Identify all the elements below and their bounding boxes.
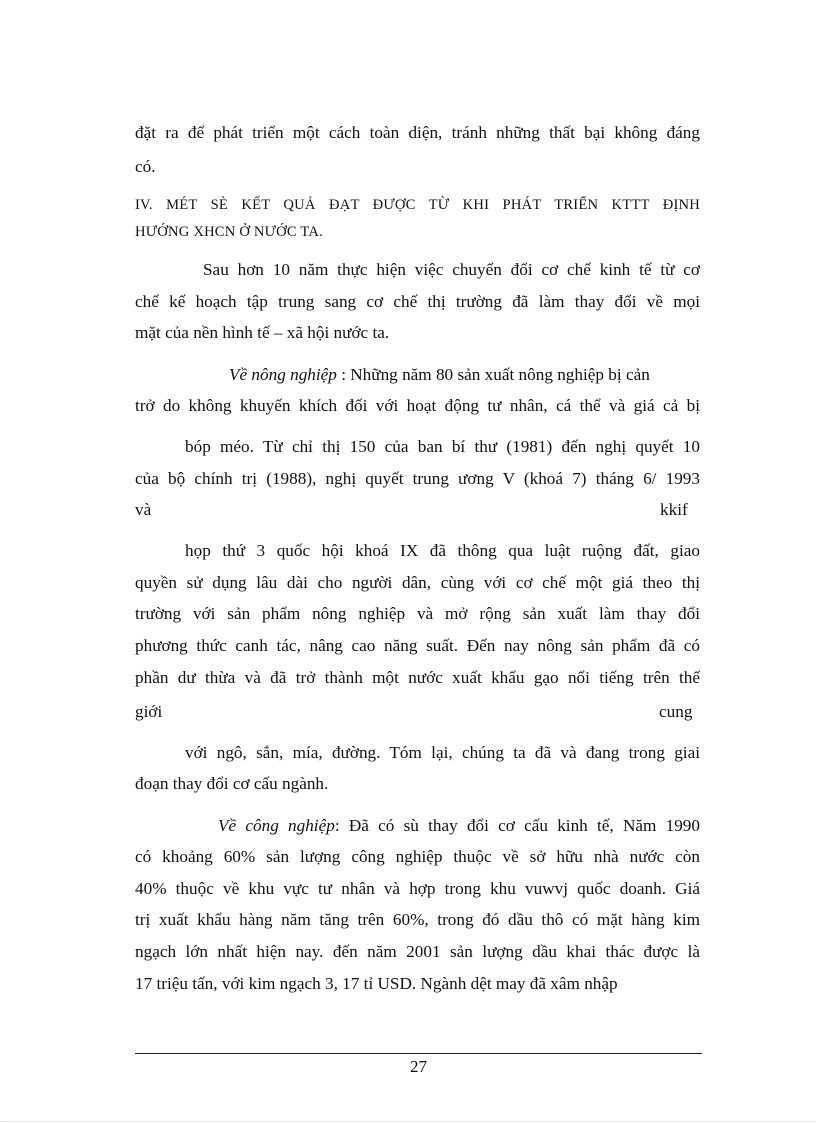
- body-line: đoạn thay đổi cơ cấu ngành.: [135, 774, 329, 793]
- body-line: với ngô, sắn, mía, đường. Tóm lại, chúng ta đã và đang trong giai: [185, 743, 700, 762]
- footer-divider: [135, 1053, 702, 1054]
- body-line: họp thứ 3 quốc hội khoá IX đã thông qua luật ruộng đất, giao: [185, 541, 700, 560]
- body-line: trở do không khuyến khích đối với hoạt động tư nhân, cá thể và giá cả bị: [135, 396, 700, 415]
- subheading-agriculture: Về nông nghiệp: [229, 365, 337, 384]
- body-line: chế kế hoạch tập trung sang cơ chế thị trường đã làm thay đổi về mọi: [135, 292, 700, 311]
- body-line: ngạch lớn nhất hiện nay. đến năm 2001 sản lượng dầu khai thác được là: [135, 942, 700, 961]
- body-line: giới: [135, 702, 163, 721]
- section-heading: HƯỚNG XHCN Ở NƯỚC TA.: [135, 224, 323, 240]
- subheading-industry: Về công nghiệp: [218, 816, 335, 835]
- body-line: đặt ra để phát triển một cách toàn diện, tránh những thất bại không đáng: [135, 123, 700, 142]
- body-line: trường với sản phẩm nông nghiệp và mở rộng sản xuất làm thay đổi: [135, 604, 700, 623]
- body-line: quyền sử dụng lâu dài cho người dân, cùng với cơ chế một giá theo thị: [135, 573, 700, 592]
- body-text: : Những năm 80 sản xuất nông nghiệp bị cản: [336, 365, 650, 384]
- body-line: kkif: [660, 500, 688, 519]
- body-line: có khoảng 60% sản lượng công nghiệp thuộc về sở hữu nhà nước còn: [135, 847, 700, 866]
- body-line: bóp méo. Từ chỉ thị 150 của ban bí thư (1981) đến nghị quyết 10: [185, 437, 700, 456]
- body-line: Sau hơn 10 năm thực hiện việc chuyển đổi cơ chế kinh tế từ cơ: [203, 260, 700, 279]
- body-text: : Đã có sù thay đổi cơ cấu kinh tế, Năm 1990: [334, 816, 700, 835]
- page-edge: [0, 1121, 816, 1122]
- body-line: của bộ chính trị (1988), nghị quyết trung ương V (khoá 7) tháng 6/ 1993: [135, 469, 700, 488]
- section-heading: IV. MÉT SÈ KẾT QUẢ ĐẠT ĐƯỢC TỪ KHI PHÁT TRIỂN KTTT ĐỊNH: [135, 197, 700, 213]
- body-line: 17 triệu tấn, với kim ngạch 3, 17 tỉ USD. Ngành dệt may đã xâm nhập: [135, 974, 618, 993]
- body-line: phương thức canh tác, nâng cao năng suất. Đến nay nông sản phẩm đã có: [135, 636, 700, 655]
- body-line: mặt của nền hình tế – xã hội nước ta.: [135, 323, 390, 342]
- body-line: [218, 812, 700, 840]
- body-line: 40% thuộc về khu vực tư nhân và hợp trong khu vuwvj quốc doanh. Giá: [135, 879, 700, 898]
- page-number: 27: [410, 1057, 427, 1076]
- body-line: [229, 361, 700, 389]
- body-line: cung: [659, 702, 693, 721]
- body-line: trị xuất khẩu hàng năm tăng trên 60%, trong đó dầu thô có mặt hàng kim: [135, 910, 700, 929]
- body-line: và: [135, 500, 152, 519]
- body-line: có.: [135, 157, 156, 176]
- body-line: phần dư thừa và đã trở thành một nước xuất khẩu gạo nổi tiếng trên thế: [135, 668, 700, 687]
